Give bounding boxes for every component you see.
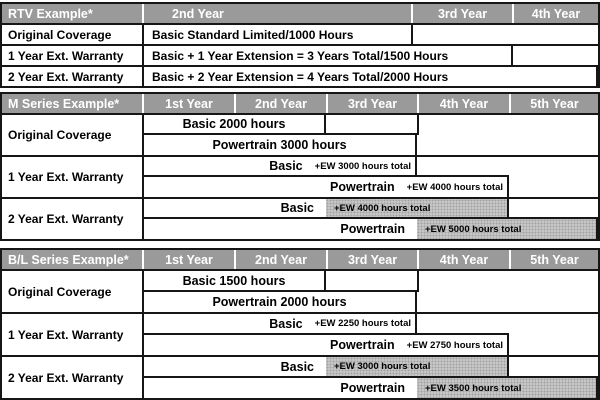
year-label: 1st Year [165,252,213,267]
row-label: 2 Year Ext. Warranty [8,370,124,385]
m-table-header [2,94,598,115]
label-column-divider [142,25,144,86]
coverage-bar-text: Basic + 1 Year Extension = 3 Years Total/1500 Hours [152,48,449,63]
header-year-cell-4th [419,250,509,269]
powertrain-extension-bar [142,376,598,400]
table-row-1yr-ext [2,155,598,197]
powertrain-bar-text: Powertrain [340,222,405,236]
year3-grid-tick [417,113,419,135]
ew-total-label: +EW 4000 hours total [406,181,503,193]
year-label: 3rd Year [347,252,398,267]
header-year-cell-1st [144,250,234,269]
table-row-1yr-ext [2,312,598,355]
table-title: RTV Example* [8,6,93,21]
year-label: 3rd Year [437,6,488,21]
row-label: 1 Year Ext. Warranty [8,327,124,342]
powertrain-bar-text: Powertrain 3000 hours [212,138,347,152]
bl-series-example-table [0,248,600,400]
basic-bar-text: Basic [269,159,303,173]
basic-extension-bar [142,312,417,335]
coverage-bar-text: Basic Standard Limited/1000 Hours [152,27,354,42]
powertrain-coverage-bar [142,290,417,314]
year-label: 5th Year [530,252,579,267]
header-year-cell-3rd [413,4,512,23]
coverage-bar [142,23,413,46]
header-title-cell [2,94,142,113]
coverage-bar-text: Basic + 2 Year Extension = 4 Years Total/2000 Hours [152,69,449,84]
powertrain-white-segment [144,219,417,239]
basic-white-segment [144,357,326,376]
header-year-cell-5th [511,94,598,113]
year-label: 4th Year [439,252,489,267]
header-year-cell-2nd [144,4,411,23]
powertrain-white-segment [144,378,417,398]
basic-bar-text: Basic 2000 hours [182,117,286,131]
row-label: Original Coverage [8,27,112,42]
powertrain-bar-text: Powertrain 2000 hours [212,295,347,309]
label-column-divider [142,271,144,398]
row-label: Original Coverage [8,128,112,142]
basic-bar-text: Basic [269,316,303,331]
powertrain-extension-bar [142,333,509,357]
year-label: 2nd Year [255,252,307,267]
ew-total-label: +EW 5000 hours total [425,223,522,235]
table-row-2yr-ext [2,65,598,86]
table-row-2yr-ext [2,197,598,239]
row-label: 1 Year Ext. Warranty [8,48,124,63]
rtv-example-table [0,2,600,88]
ew-total-label: +EW 4000 hours total [334,202,431,214]
year-label: 4th Year [531,6,581,21]
header-year-cell-1st [144,94,234,113]
basic-extension-bar [142,155,417,177]
ew-total-label: +EW 3000 hours total [314,160,411,172]
year-label: 1st Year [165,96,213,111]
rtv-table-header [2,4,598,25]
bl-table-header [2,250,598,271]
ew-total-label: +EW 3000 hours total [334,361,431,372]
basic-white-segment [144,199,326,217]
row-label: 2 Year Ext. Warranty [8,69,124,84]
header-year-cell-4th [419,94,509,113]
coverage-bar [142,44,513,67]
ew-total-label: +EW 3500 hours total [425,382,522,394]
coverage-bar [142,65,598,88]
powertrain-extension-bar [142,217,598,241]
label-column-divider [142,115,144,239]
m-series-example-table [0,92,600,241]
table-row-2yr-ext [2,355,598,398]
year-label: 4th Year [439,96,489,111]
row-label: 2 Year Ext. Warranty [8,212,124,226]
header-year-cell-3rd [328,250,417,269]
row-label: Original Coverage [8,284,112,299]
header-year-cell-2nd [236,250,326,269]
table-row-original-coverage [2,271,598,312]
header-year-cell-2nd [236,94,326,113]
header-year-cell-4th [514,4,598,23]
basic-bar-text: Basic [280,201,314,215]
table-row-1yr-ext [2,44,598,65]
year-label: 3rd Year [347,96,398,111]
ew-total-label: +EW 2250 hours total [314,318,411,329]
table-title: B/L Series Example* [8,252,129,267]
header-title-cell [2,4,142,23]
ew-total-label: +EW 2750 hours total [406,339,503,351]
powertrain-bar-text: Powertrain [340,381,405,395]
powertrain-extension-bar [142,175,509,199]
powertrain-coverage-bar [142,133,417,157]
year-label: 5th Year [530,96,579,111]
basic-bar-text: Basic [280,359,314,374]
table-title: M Series Example* [8,96,120,111]
header-title-cell [2,250,142,269]
year-label: 2nd Year [255,96,307,111]
table-row-original-coverage [2,115,598,155]
table-row-original-coverage [2,25,598,44]
header-year-cell-5th [511,250,598,269]
basic-extension-bar [142,355,509,378]
basic-coverage-bar [142,269,326,292]
powertrain-bar-text: Powertrain [330,180,395,194]
header-year-cell-3rd [328,94,417,113]
basic-extension-bar [142,197,509,219]
year-label: 2nd Year [172,6,224,21]
powertrain-bar-text: Powertrain [330,338,395,352]
year3-grid-tick [417,269,419,292]
basic-bar-text: Basic 1500 hours [182,273,286,288]
basic-coverage-bar [142,113,326,135]
row-label: 1 Year Ext. Warranty [8,170,124,184]
